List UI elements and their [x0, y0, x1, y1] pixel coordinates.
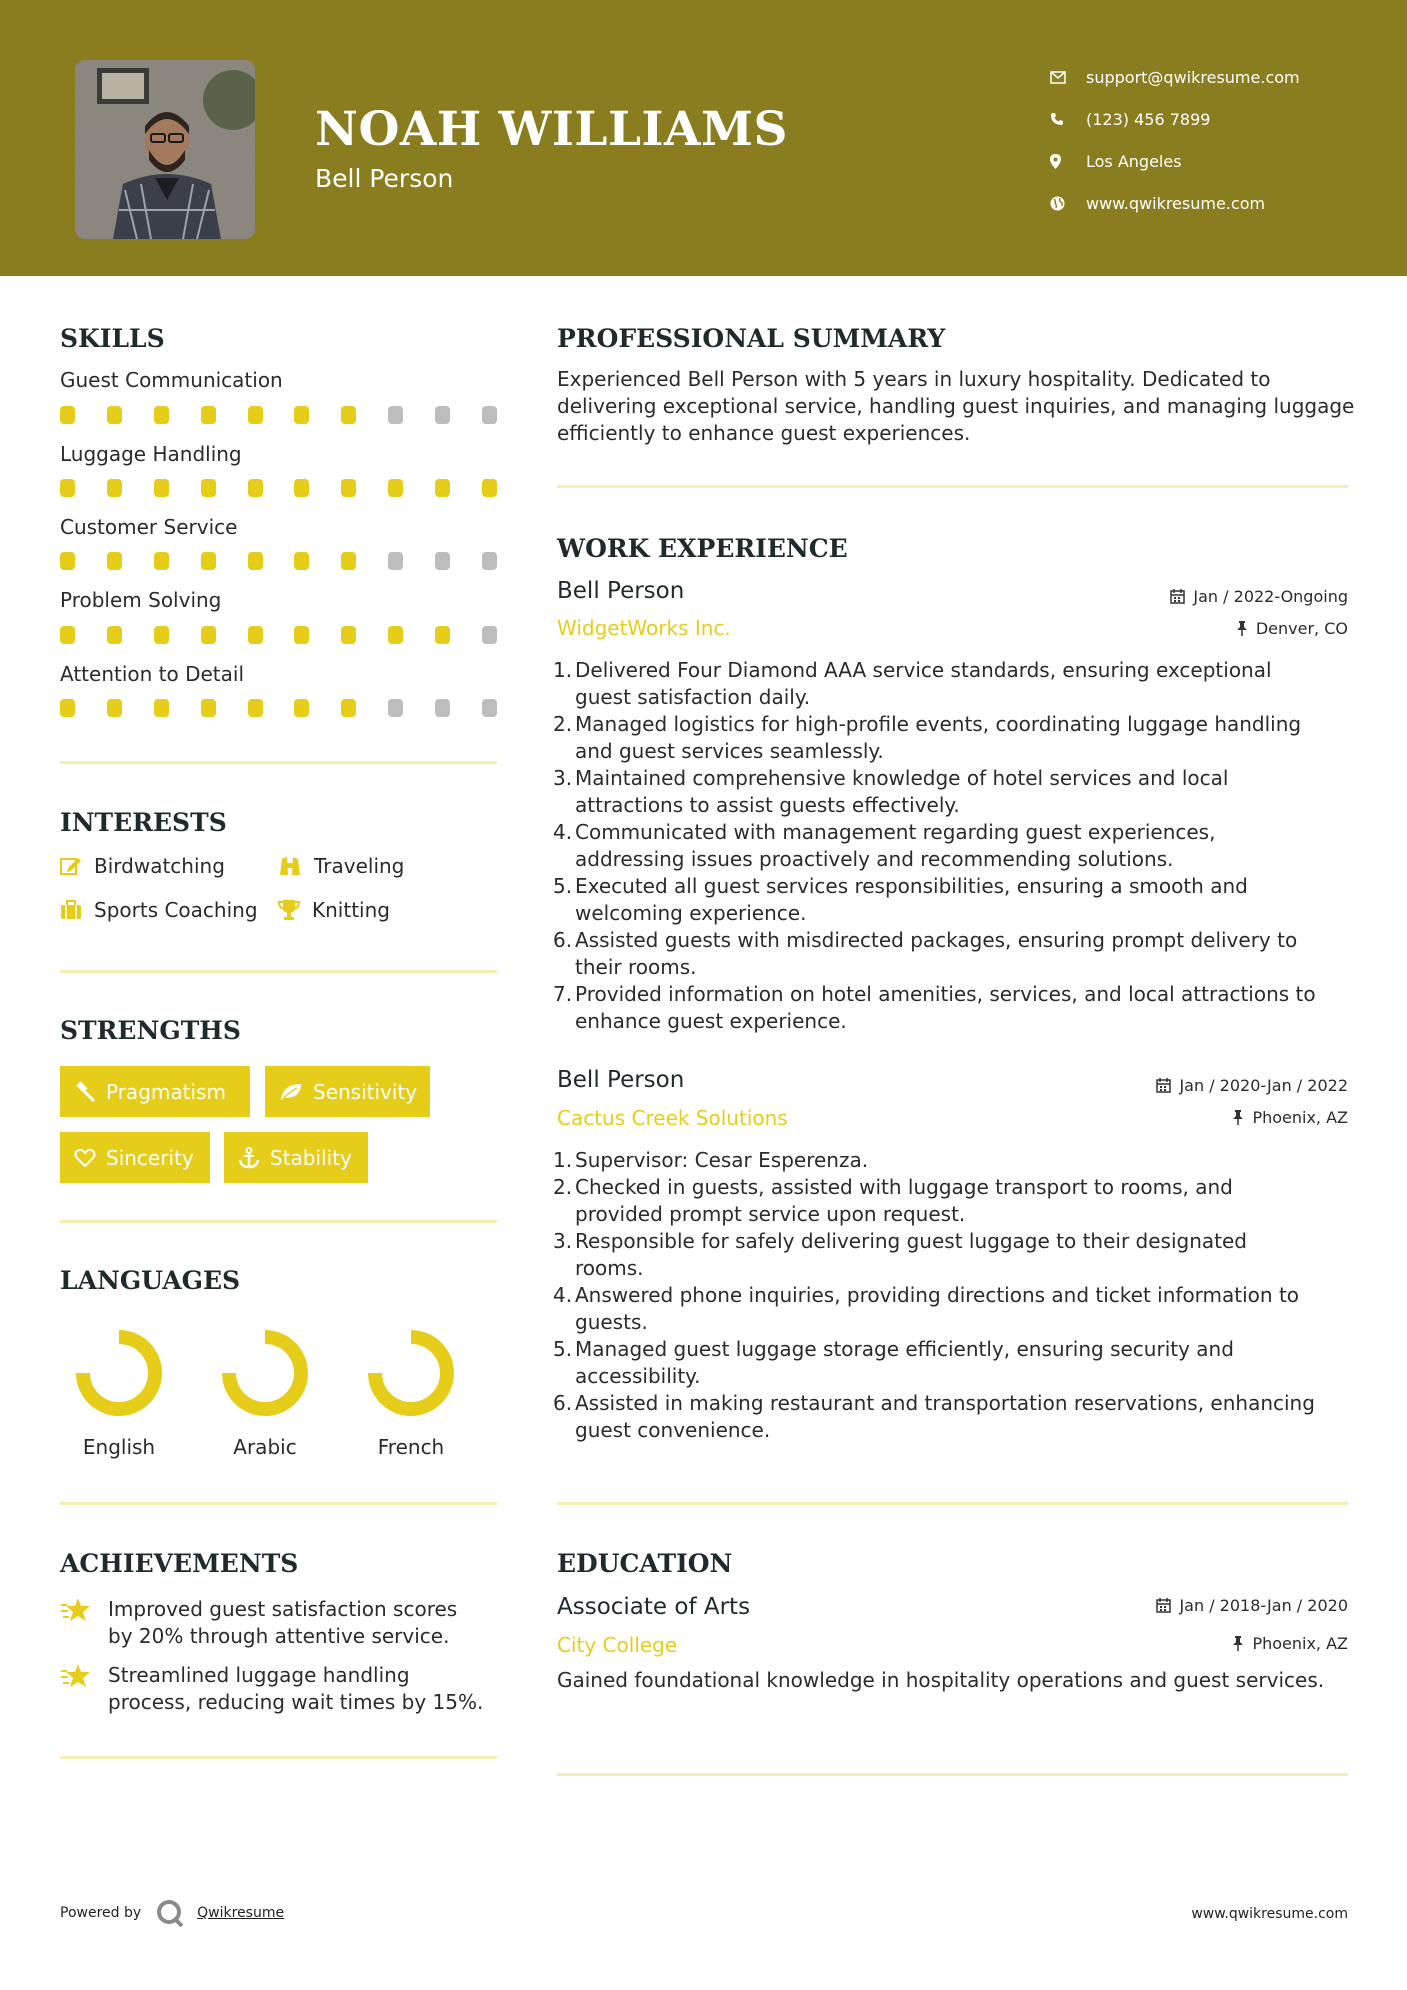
bullet-number: 7. — [553, 982, 573, 1006]
contact-location — [1050, 140, 1300, 182]
contact-email-text: support@qwikresume.com — [1086, 67, 1300, 87]
job-location-text: Denver, CO — [1255, 619, 1348, 638]
language-item — [64, 1318, 174, 1459]
summary-text: Experienced Bell Person with 5 years in luxury hospitality. Dedicated to delivering exceptional service, handling guest inquiries, and managing luggage efficiently to enhance guest experiences. — [557, 367, 1355, 445]
heart-icon — [74, 1148, 96, 1168]
job-bullet-line: attractions to assist guests effectively. — [575, 793, 960, 817]
anchor-icon — [238, 1147, 260, 1169]
pin-icon — [1232, 1636, 1244, 1651]
interest-label: Birdwatching — [94, 854, 225, 878]
edit-icon — [60, 856, 82, 876]
job-bullet — [553, 657, 1358, 711]
skill-dot-filled — [60, 406, 75, 424]
skill-dot-filled — [435, 626, 450, 644]
skill-dot-filled — [294, 552, 309, 570]
job-bullet-line: and guest services seamlessly. — [575, 739, 884, 763]
education-dates-text: Jan / 2018-Jan / 2020 — [1179, 1596, 1348, 1615]
job-bullet-line: Responsible for safely delivering guest luggage to their designated — [575, 1229, 1247, 1253]
job-bullet-line: Delivered Four Diamond AAA service standards, ensuring exceptional — [575, 658, 1272, 682]
bullet-number: 3. — [553, 1229, 573, 1253]
job-bullet — [553, 1147, 1358, 1174]
skill-dot-filled — [248, 699, 263, 717]
job-bullet-line: guest satisfaction daily. — [575, 685, 811, 709]
strength-label: Sensitivity — [313, 1079, 418, 1104]
job-title: Bell Person — [557, 1067, 685, 1093]
school-name: City College — [557, 1633, 678, 1657]
skill-dot-filled — [248, 406, 263, 424]
skill-dot-filled — [107, 479, 122, 497]
interest-item — [60, 898, 258, 922]
skill-dot-filled — [248, 626, 263, 644]
job-bullet-line: welcoming experience. — [575, 901, 807, 925]
skill-dot-filled — [201, 406, 216, 424]
envelope-icon — [1050, 71, 1086, 84]
job-bullet-line: Communicated with management regarding guest experiences, — [575, 820, 1216, 844]
skill-dot-filled — [60, 552, 75, 570]
achievements-title: ACHIEVEMENTS — [60, 1549, 299, 1578]
job-bullet-line: guest convenience. — [575, 1418, 771, 1442]
job-bullet-line: Assisted guests with misdirected packages, ensuring prompt delivery to — [575, 928, 1298, 952]
company-name: WidgetWorks Inc. — [557, 616, 731, 640]
skill-dot-filled — [388, 626, 403, 644]
interest-item — [278, 854, 404, 878]
job-location — [1232, 1108, 1348, 1127]
skill-dot-filled — [248, 552, 263, 570]
job-bullet-line: Executed all guest services responsibilities, ensuring a smooth and — [575, 874, 1248, 898]
skill-dot-empty — [388, 699, 403, 717]
skill-rating — [60, 626, 497, 644]
section-divider — [60, 1502, 497, 1505]
job-bullet — [553, 1336, 1358, 1390]
job-title: Bell Person — [557, 578, 685, 604]
job-location-text: Phoenix, AZ — [1252, 1108, 1348, 1127]
achievement-item — [60, 1662, 483, 1716]
leaf-icon — [279, 1082, 303, 1102]
contact-list — [1050, 56, 1300, 224]
job-bullet — [553, 981, 1358, 1035]
achievement-text: Improved guest satisfaction scores — [108, 1597, 458, 1621]
education-dates — [1156, 1596, 1348, 1615]
job-bullet-line: Managed guest luggage storage efficiently, ensuring security and — [575, 1337, 1234, 1361]
job-location — [1236, 619, 1348, 638]
section-divider — [60, 1220, 497, 1223]
footer-powered-by — [60, 1898, 284, 1928]
skill-label: Problem Solving — [60, 588, 222, 612]
pin-icon — [1236, 621, 1248, 636]
star-icon — [60, 1596, 92, 1624]
job-bullet-line: Maintained comprehensive knowledge of hotel services and local — [575, 766, 1229, 790]
skill-dot-filled — [201, 552, 216, 570]
bullet-number: 4. — [553, 820, 573, 844]
job-bullets — [553, 657, 1358, 1035]
skill-rating — [60, 699, 497, 717]
strength-chip — [265, 1066, 430, 1117]
job-bullet — [553, 1282, 1358, 1336]
language-gauge-arc — [375, 1337, 447, 1409]
languages-title: LANGUAGES — [60, 1266, 241, 1295]
achievement-item — [60, 1596, 457, 1650]
job-bullet — [553, 1390, 1358, 1444]
contact-email[interactable] — [1050, 56, 1300, 98]
job-bullet — [553, 819, 1358, 873]
strength-chip — [60, 1132, 210, 1183]
job-bullet-line: rooms. — [575, 1256, 644, 1280]
resume-header — [0, 0, 1407, 276]
bullet-number: 5. — [553, 1337, 573, 1361]
strength-chip — [60, 1066, 250, 1117]
job-bullets — [553, 1147, 1358, 1444]
phone-icon — [1050, 112, 1086, 126]
education-description: Gained foundational knowledge in hospitality operations and guest services. — [557, 1668, 1325, 1692]
job-bullet-line: guests. — [575, 1310, 648, 1334]
bullet-number: 2. — [553, 712, 573, 736]
skill-dot-filled — [435, 479, 450, 497]
language-gauge — [210, 1318, 320, 1428]
skill-dot-filled — [107, 406, 122, 424]
skill-dot-filled — [341, 626, 356, 644]
education-location — [1232, 1634, 1348, 1653]
section-divider — [60, 1756, 497, 1759]
qwikresume-logo-icon — [155, 1898, 185, 1928]
calendar-icon — [1170, 589, 1185, 604]
skill-dot-filled — [154, 406, 169, 424]
gavel-icon — [74, 1081, 96, 1103]
skill-dot-filled — [248, 479, 263, 497]
skill-dot-empty — [388, 552, 403, 570]
skill-dot-filled — [388, 479, 403, 497]
job-bullet-line: addressing issues proactively and recommending solutions. — [575, 847, 1174, 871]
strength-label: Stability — [270, 1145, 352, 1170]
candidate-role: Bell Person — [315, 164, 454, 193]
strength-label: Pragmatism — [106, 1079, 226, 1104]
job-bullet — [553, 927, 1358, 981]
skill-dot-filled — [294, 699, 309, 717]
skill-dot-filled — [107, 699, 122, 717]
contact-phone-text: (123) 456 7899 — [1086, 109, 1211, 129]
skills-title: SKILLS — [60, 324, 165, 353]
language-gauge — [64, 1318, 174, 1428]
profile-photo — [75, 60, 255, 239]
skill-rating — [60, 479, 497, 497]
job-bullet-line: Provided information on hotel amenities, services, and local attractions to — [575, 982, 1316, 1006]
skill-dot-filled — [107, 626, 122, 644]
job-bullet-line: Managed logistics for high-profile events, coordinating luggage handling — [575, 712, 1302, 736]
company-name: Cactus Creek Solutions — [557, 1106, 788, 1130]
calendar-icon — [1156, 1598, 1171, 1613]
bullet-number: 2. — [553, 1175, 573, 1199]
language-label: French — [377, 1435, 445, 1459]
language-gauge — [356, 1318, 466, 1428]
powered-by-text: Powered by — [60, 1905, 142, 1921]
bullet-number: 6. — [553, 928, 573, 952]
achievement-text: Streamlined luggage handling — [108, 1663, 410, 1687]
skill-dot-filled — [294, 406, 309, 424]
globe-icon — [1050, 196, 1086, 211]
skill-label: Attention to Detail — [60, 662, 245, 686]
skill-dot-filled — [341, 552, 356, 570]
footer-url[interactable]: www.qwikresume.com — [1191, 1906, 1348, 1922]
skill-dot-empty — [482, 699, 497, 717]
bullet-number: 4. — [553, 1283, 573, 1307]
strength-chip — [224, 1132, 368, 1183]
skill-dot-empty — [482, 626, 497, 644]
skill-dot-filled — [107, 552, 122, 570]
skill-dot-filled — [201, 626, 216, 644]
section-divider — [557, 485, 1348, 488]
skill-rating — [60, 552, 497, 570]
section-divider — [557, 1773, 1348, 1776]
job-bullet-line: Assisted in making restaurant and transportation reservations, enhancing — [575, 1391, 1315, 1415]
section-divider — [60, 970, 497, 973]
job-bullet-line: Answered phone inquiries, providing directions and ticket information to — [575, 1283, 1300, 1307]
skill-dot-filled — [294, 479, 309, 497]
job-dates — [1170, 587, 1348, 606]
pin-icon — [1232, 1110, 1244, 1125]
skill-dot-empty — [388, 406, 403, 424]
bullet-number: 1. — [553, 658, 573, 682]
interest-label: Sports Coaching — [94, 898, 258, 922]
bullet-number: 5. — [553, 874, 573, 898]
skill-dot-filled — [154, 626, 169, 644]
job-bullet-line: enhance guest experience. — [575, 1009, 847, 1033]
skill-dot-empty — [435, 406, 450, 424]
education-location-text: Phoenix, AZ — [1252, 1634, 1348, 1653]
skill-dot-filled — [201, 479, 216, 497]
skill-dot-filled — [60, 626, 75, 644]
strength-label: Sincerity — [106, 1145, 194, 1170]
skill-dot-filled — [341, 699, 356, 717]
contact-website-text: www.qwikresume.com — [1086, 193, 1266, 213]
candidate-name: NOAH WILLIAMS — [315, 102, 788, 157]
job-dates-text: Jan / 2022-Ongoing — [1193, 587, 1348, 606]
bullet-number: 1. — [553, 1148, 573, 1172]
language-item — [356, 1318, 466, 1459]
language-label: English — [82, 1435, 156, 1459]
interest-label: Traveling — [314, 854, 405, 878]
job-bullet — [553, 1228, 1358, 1282]
degree-title: Associate of Arts — [557, 1594, 751, 1620]
job-dates-text: Jan / 2020-Jan / 2022 — [1179, 1076, 1348, 1095]
summary-title: PROFESSIONAL SUMMARY — [557, 324, 946, 353]
skill-dot-filled — [154, 479, 169, 497]
skill-label: Guest Communication — [60, 368, 283, 392]
achievement-text: by 20% through attentive service. — [108, 1624, 450, 1648]
skill-dot-empty — [482, 406, 497, 424]
language-gauge-arc — [83, 1337, 155, 1409]
briefcase-icon — [60, 900, 82, 920]
strengths-title: STRENGTHS — [60, 1016, 241, 1045]
job-bullet-line: Supervisor: Cesar Esperenza. — [575, 1148, 869, 1172]
language-item — [210, 1318, 320, 1459]
binoculars-icon — [278, 855, 302, 877]
education-title: EDUCATION — [557, 1549, 733, 1578]
experience-title: WORK EXPERIENCE — [557, 534, 848, 563]
skill-dot-filled — [60, 479, 75, 497]
job-bullet — [553, 873, 1358, 927]
skill-dot-filled — [294, 626, 309, 644]
contact-phone[interactable] — [1050, 98, 1300, 140]
skill-dot-empty — [482, 552, 497, 570]
skill-dot-empty — [435, 552, 450, 570]
skill-dot-filled — [341, 479, 356, 497]
language-gauge-arc — [229, 1337, 301, 1409]
trophy-icon — [278, 899, 300, 921]
bullet-number: 3. — [553, 766, 573, 790]
job-bullet — [553, 765, 1358, 819]
calendar-icon — [1156, 1078, 1171, 1093]
contact-website[interactable] — [1050, 182, 1300, 224]
language-label: Arabic — [233, 1435, 297, 1459]
skill-dot-empty — [435, 699, 450, 717]
achievement-text: process, reducing wait times by 15%. — [108, 1690, 484, 1714]
skill-dot-filled — [341, 406, 356, 424]
skill-dot-filled — [154, 552, 169, 570]
interest-item — [278, 898, 390, 922]
contact-location-text: Los Angeles — [1086, 151, 1182, 171]
job-bullet — [553, 1174, 1358, 1228]
skill-dot-filled — [154, 699, 169, 717]
skill-dot-filled — [482, 479, 497, 497]
interests-title: INTERESTS — [60, 808, 227, 837]
interest-item — [60, 854, 225, 878]
section-divider — [557, 1502, 1348, 1505]
skill-rating — [60, 406, 497, 424]
job-bullet-line: Checked in guests, assisted with luggage transport to rooms, and — [575, 1175, 1233, 1199]
skill-label: Luggage Handling — [60, 442, 242, 466]
job-bullet — [553, 711, 1358, 765]
qwikresume-link[interactable]: Qwikresume — [197, 1905, 285, 1921]
skill-dot-filled — [60, 699, 75, 717]
job-dates — [1156, 1076, 1348, 1095]
map-marker-icon — [1050, 154, 1086, 169]
section-divider — [60, 761, 497, 764]
bullet-number: 6. — [553, 1391, 573, 1415]
skill-dot-filled — [201, 699, 216, 717]
job-bullet-line: their rooms. — [575, 955, 697, 979]
interest-label: Knitting — [312, 898, 390, 922]
skill-label: Customer Service — [60, 515, 238, 539]
job-bullet-line: provided prompt service upon request. — [575, 1202, 966, 1226]
job-bullet-line: accessibility. — [575, 1364, 701, 1388]
star-icon — [60, 1662, 92, 1690]
